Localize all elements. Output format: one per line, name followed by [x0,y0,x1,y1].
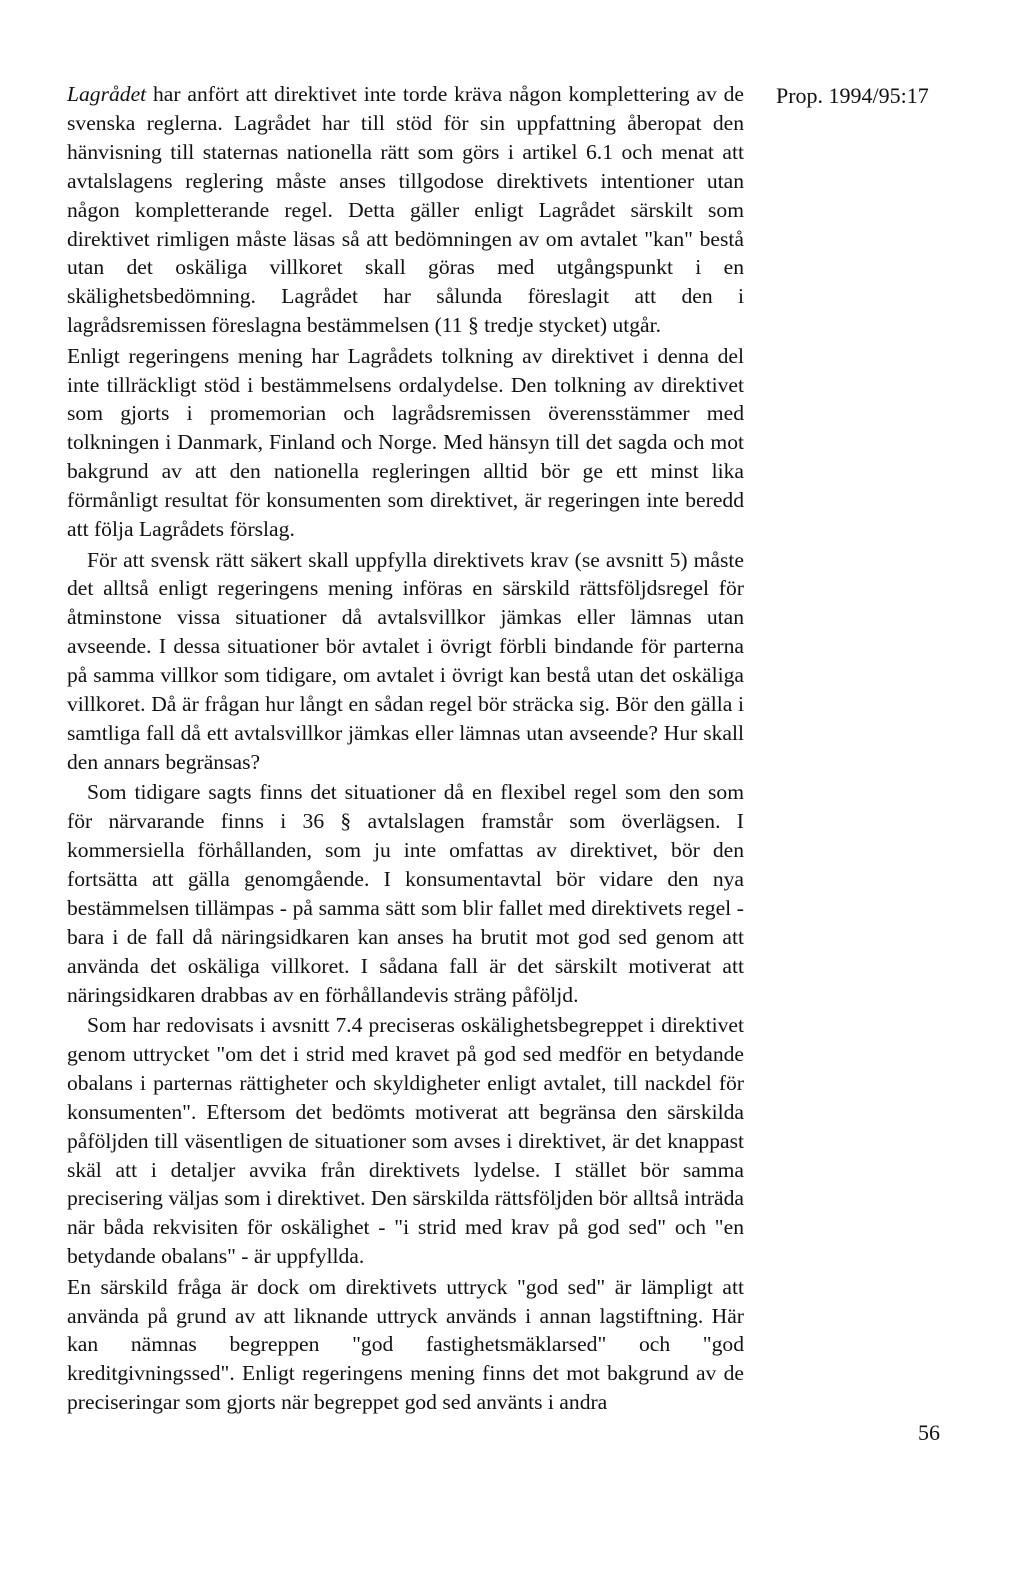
body-text [67,80,744,1419]
paragraph-5: Som har redovisats i avsnitt 7.4 preciseras oskälighetsbegreppet i direktivet genom uttrycket "om det i strid med kravet på god sed medför en betydande obalans i parternas rättigheter och skyldigheter enligt avtalet, till nackdel för konsumenten". Eftersom det bedömts motiverat att begränsa den särskilda påföljden till väsentligen de situationer som avses i direktivet, är det knappast skäl att i detaljer avvika från direktivets lydelse. I stället bör samma precisering väljas som i direktivet. Den särskilda rättsföljden bör alltså inträda när båda rekvisiten för oskälighet - "i strid med krav på god sed" och "en betydande obalans" - är uppfyllda. [67,1013,744,1269]
paragraph-1-lead: Lagrådet [67,82,147,106]
paragraph-1-text: har anfört att direktivet inte torde kräva någon komplettering av de svenska reglerna. Lagrådet har till stöd för sin uppfattning åberopat den hänvisning till staternas nationella rätt som görs i artikel 6.1 och menat att avtalslagens reglering måste anses tillgodose direktivets intentioner utan någon kompletterande regel. Detta gäller enligt Lagrådet särskilt som direktivet rimligen måste läsas så att bedömningen av om avtalet "kan" bestå utan det oskäliga villkoret skall göras med utgångspunkt i en skälighetsbedömning. Lagrådet har sålunda föreslagit att den i lagrådsremissen föreslagna bestämmelsen (11 § tredje stycket) utgår. [67,82,744,338]
paragraph-3: För att svensk rätt säkert skall uppfylla direktivets krav (se avsnitt 5) måste det alltså enligt regeringens mening införas en särskild rättsföljdsregel för åtminstone vissa situationer då avtalsvillkor jämkas eller lämnas utan avseende. I dessa situationer bör avtalet i övrigt förbli bindande för parterna på samma villkor som tidigare, om avtalet i övrigt kan bestå utan det oskäliga villkoret. Då är frågan hur långt en sådan regel bör sträcka sig. Bör den gälla i samtliga fall då ett avtalsvillkor jämkas eller lämnas utan avseende? Hur skall den annars begränsas? [67,547,744,774]
paragraph-1 [67,80,744,340]
document-reference: Prop. 1994/95:17 [776,83,929,108]
paragraph-6: En särskild fråga är dock om direktivets uttryck "god sed" är lämpligt att använda på grund av att liknande uttryck används i annan lagstiftning. Här kan nämnas begreppen "god fastighetsmäklarsed" och "god kreditgivningssed". Enligt regeringens mening finns det mot bakgrund av de preciseringar som gjorts när begreppet god sed använts i andra [67,1274,744,1415]
page-number: 56 [918,1420,940,1445]
paragraph-2: Enligt regeringens mening har Lagrådets tolkning av direktivet i denna del inte tillräckligt stöd i bestämmelsens ordalydelse. Den tolkning av direktivet som gjorts i promemorian och lagrådsremissen överensstämmer med tolkningen i Danmark, Finland och Norge. Med hänsyn till det sagda och mot bakgrund av att den nationella regleringen alltid bör ge ett minst lika förmånligt resultat för konsumenten som direktivet, är regeringen inte beredd att följa Lagrådets förslag. [67,343,744,542]
paragraph-4: Som tidigare sagts finns det situationer då en flexibel regel som den som för närvarande finns i 36 § avtalslagen framstår som överlägsen. I kommersiella förhållanden, som ju inte omfattas av direktivet, bör den fortsätta att gälla genomgående. I konsumentavtal bör vidare den nya bestämmelsen tillämpas - på samma sätt som blir fallet med direktivets regel - bara i de fall då näringsidkaren kan anses ha brutit mot god sed genom att använda det oskäliga villkoret. I sådana fall är det särskilt motiverat att näringsidkaren drabbas av en förhållandevis sträng påföljd. [67,780,744,1007]
